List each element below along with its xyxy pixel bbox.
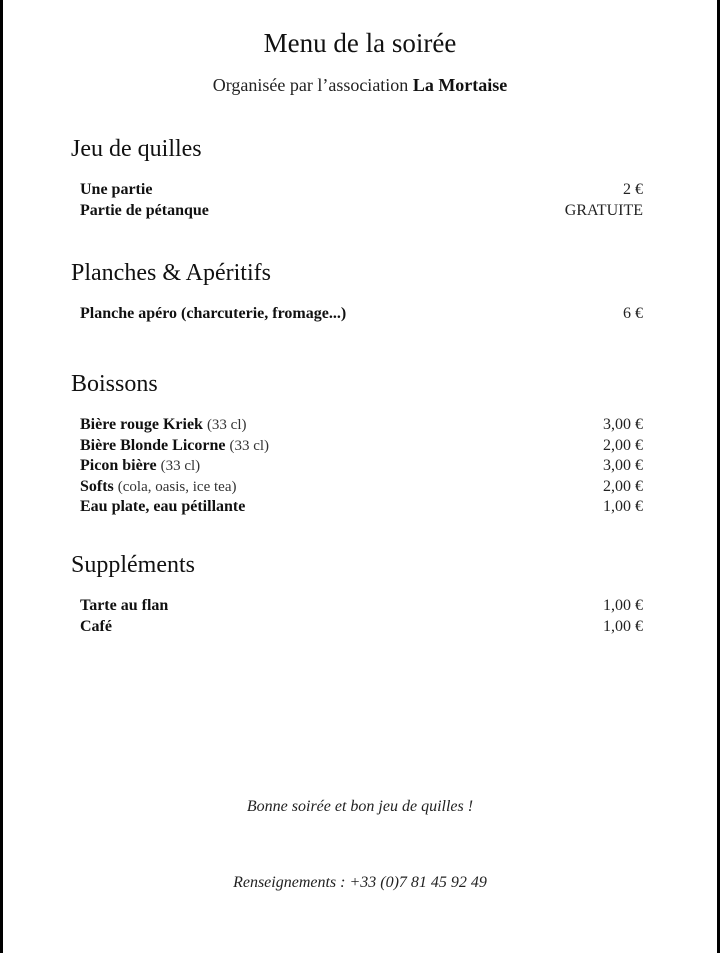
item-name: Partie de pétanque [80,201,209,219]
section-jeu-de-quilles [71,135,643,221]
item-name: Eau plate, eau pétillante [80,498,246,515]
footer-contact: Renseignements : +33 (0)7 81 45 92 49 [233,874,487,891]
item-name: Tarte au flan [80,597,169,614]
section-title: Planches & Apéritifs [71,260,271,286]
menu-item [71,596,643,617]
item-price: 6 € [623,305,643,322]
section-planches-aperitifs [71,259,643,325]
section-title: Jeu de quilles [71,136,202,162]
section-supplements [71,551,643,637]
menu-item [71,456,643,477]
item-label [80,304,346,325]
item-label [80,436,269,457]
section-title: Suppléments [71,552,195,578]
menu-item [71,497,643,518]
item-note: (33 cl) [160,458,201,474]
item-name: Une partie [80,181,153,198]
item-price: 3,00 € [603,416,643,433]
section-boissons [71,370,643,518]
item-name: Café [80,617,112,635]
menu-item [71,436,643,457]
item-name: Picon bière [80,457,157,474]
organization-name: La Mortaise [412,75,508,95]
item-label [80,596,168,617]
page-title: Menu de la soirée [263,28,457,58]
item-price: 2 € [623,181,643,198]
subtitle-prefix: Organisée par l’association [212,75,409,95]
footer-greeting: Bonne soirée et bon jeu de quilles ! [246,798,474,815]
menu-item [71,180,643,201]
item-name: Planche apéro (charcuterie, fromage...) [80,305,347,322]
item-price: GRATUITE [564,201,643,219]
page-subtitle [3,75,717,96]
item-label [80,456,200,477]
section-title: Boissons [71,371,158,397]
item-label [80,180,152,201]
menu-item [71,415,643,436]
menu-item [71,304,643,325]
item-price: 2,00 € [603,477,643,495]
item-name: Softs [80,477,114,495]
item-name: Bière Blonde Licorne [80,436,226,454]
item-label [80,617,112,638]
item-note: (33 cl) [206,417,247,433]
menu-item [71,477,643,498]
item-label [80,415,247,436]
menu-item [71,617,643,638]
item-label [80,497,245,518]
item-note: (cola, oasis, ice tea) [117,478,237,495]
menu-page [3,0,717,953]
item-price: 1,00 € [603,597,643,614]
item-price: 3,00 € [603,457,643,474]
item-price: 1,00 € [603,617,643,635]
item-label [80,201,209,222]
item-label [80,477,236,498]
item-note: (33 cl) [229,437,270,454]
item-price: 2,00 € [603,436,643,454]
item-price: 1,00 € [603,498,643,515]
item-name: Bière rouge Kriek [80,416,203,433]
menu-item [71,201,643,222]
